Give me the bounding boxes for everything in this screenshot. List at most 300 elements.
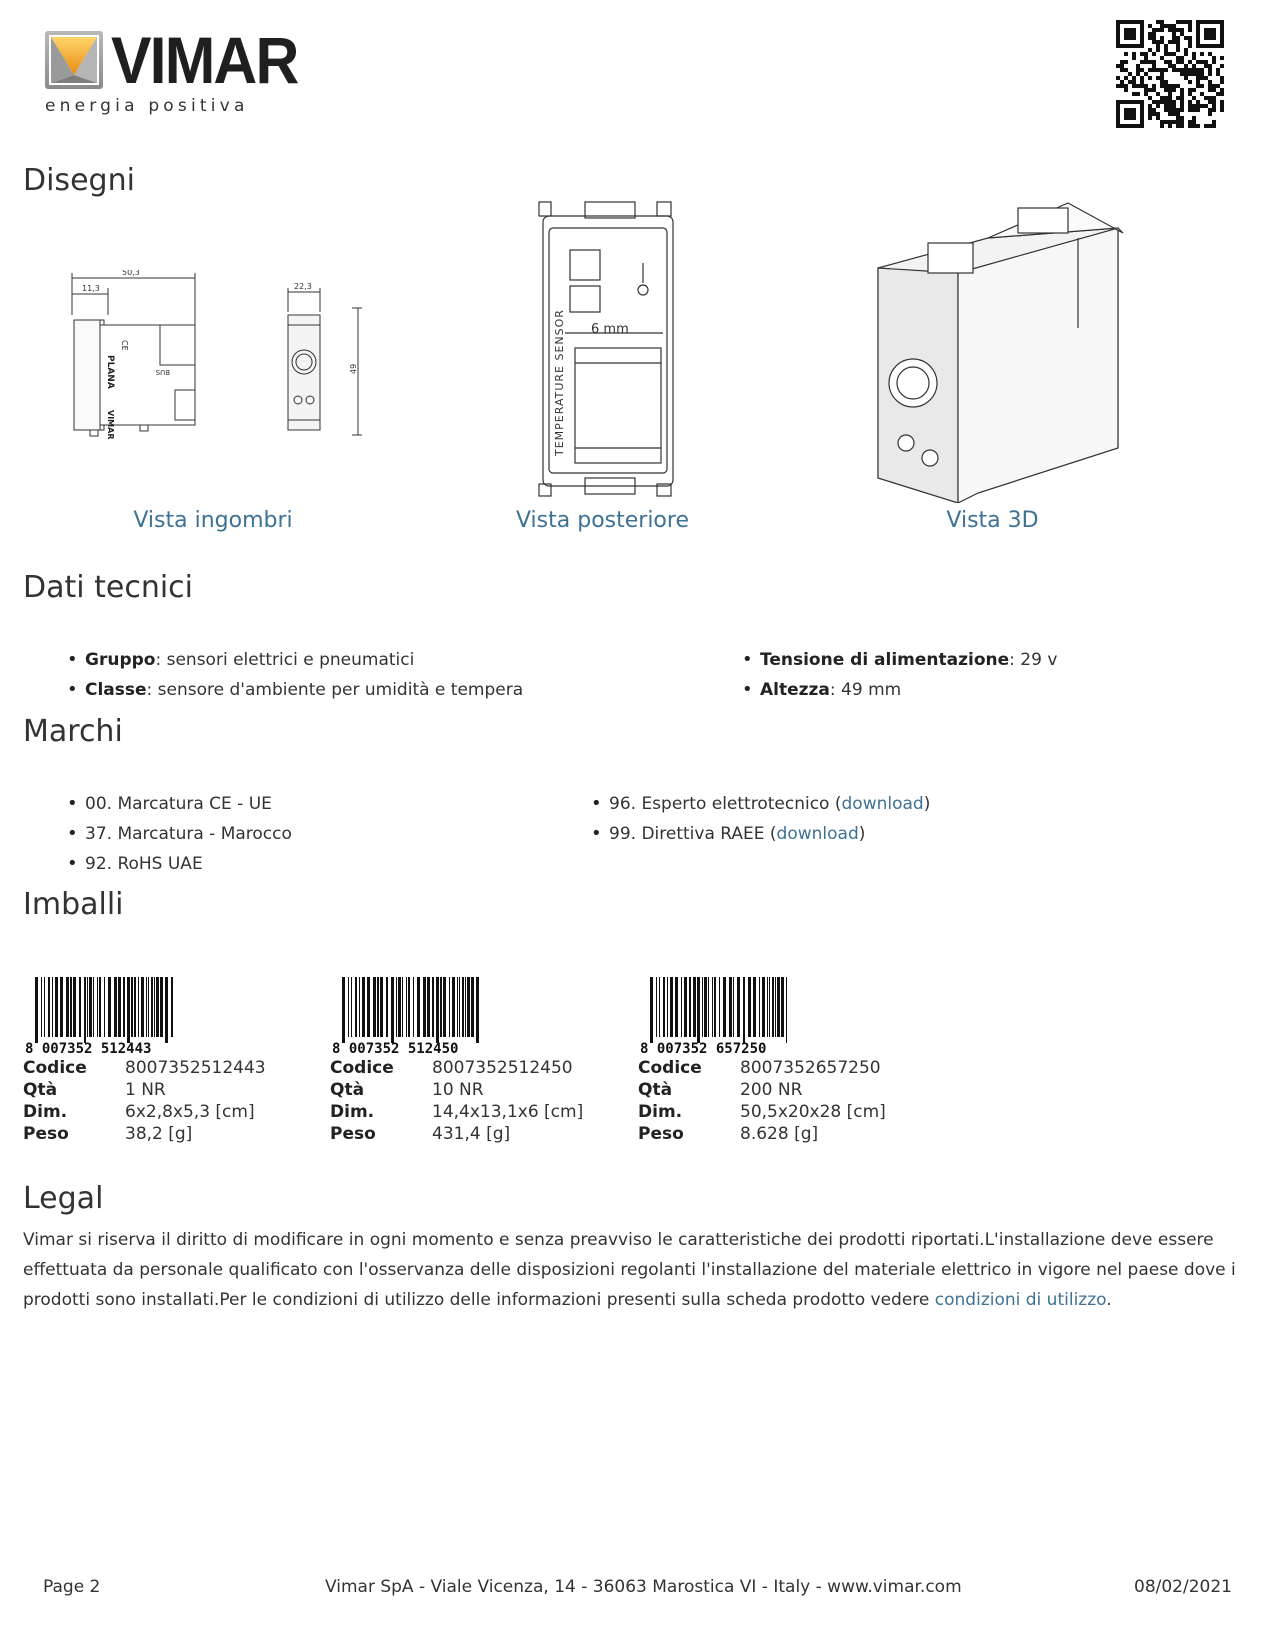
qr-module	[1160, 80, 1164, 84]
qr-module	[1128, 116, 1132, 120]
barcode-bar	[471, 977, 474, 1037]
qr-module	[1152, 28, 1156, 32]
qr-module	[1212, 28, 1216, 32]
qr-module	[1124, 20, 1128, 24]
barcode-bar	[467, 977, 470, 1037]
download-link[interactable]: download	[776, 824, 859, 844]
qr-module	[1164, 88, 1168, 92]
barcode-bar	[772, 977, 774, 1037]
qr-module	[1180, 68, 1184, 72]
barcode-bar	[342, 977, 345, 1043]
qr-module	[1192, 116, 1196, 120]
qr-module	[1116, 20, 1120, 24]
qr-module	[1188, 20, 1192, 24]
qr-module	[1220, 44, 1224, 48]
barcode-bar	[41, 977, 42, 1037]
qr-module	[1204, 76, 1208, 80]
qr-module	[1220, 108, 1224, 112]
dati-tecnici-list-right	[760, 645, 1057, 705]
svg-text:8 007352 512443: 8 007352 512443	[25, 1041, 152, 1055]
qr-module	[1172, 100, 1176, 104]
qr-module	[1208, 28, 1212, 32]
barcode-bar	[714, 977, 716, 1037]
marchi-list-left	[85, 789, 292, 879]
qr-module	[1132, 32, 1136, 36]
qr-module	[1176, 120, 1180, 124]
qr-module	[1192, 108, 1196, 112]
qr-module	[1208, 52, 1212, 56]
conditions-link[interactable]: condizioni di utilizzo	[934, 1290, 1107, 1310]
qr-module	[1172, 32, 1176, 36]
qr-module	[1184, 64, 1188, 68]
pack-card	[23, 975, 303, 1145]
qr-module	[1132, 52, 1136, 56]
qr-module	[1168, 40, 1172, 44]
qr-module	[1160, 56, 1164, 60]
pack-weight: 431,4 [g]	[432, 1124, 511, 1144]
barcode	[23, 975, 183, 1055]
qr-module	[1140, 80, 1144, 84]
qr-module	[1180, 104, 1184, 108]
qr-module	[1192, 124, 1196, 128]
qr-module	[1208, 72, 1212, 76]
qr-module	[1148, 48, 1152, 52]
dim-label-width-total: 50,3	[122, 270, 140, 277]
qr-module	[1196, 84, 1200, 88]
qr-module	[1124, 44, 1128, 48]
qr-module	[1164, 108, 1168, 112]
qr-module	[1160, 76, 1164, 80]
barcode-bar	[359, 977, 360, 1037]
qr-module	[1168, 24, 1172, 28]
qr-module	[1152, 32, 1156, 36]
qr-module	[1132, 124, 1136, 128]
spec-classe: • Classe: sensore d'ambiente per umidità e tempera	[85, 675, 523, 705]
barcode-bar	[52, 977, 53, 1037]
qr-module	[1220, 56, 1224, 60]
qr-module	[1156, 20, 1160, 24]
marchio-item: • 37. Marcatura - Marocco	[85, 819, 292, 849]
qr-module	[1212, 56, 1216, 60]
qr-module	[1140, 120, 1144, 124]
barcode-bar	[386, 977, 388, 1037]
qr-module	[1140, 76, 1144, 80]
qr-module	[1164, 120, 1168, 124]
qr-module	[1184, 72, 1188, 76]
qr-module	[1220, 64, 1224, 68]
qr-module	[1140, 84, 1144, 88]
qr-module	[1184, 48, 1188, 52]
dim-label-height: 49	[349, 363, 358, 374]
qr-module	[1212, 84, 1216, 88]
qr-module	[1156, 104, 1160, 108]
qr-module	[1160, 28, 1164, 32]
marchi-list-right	[609, 789, 930, 849]
qr-module	[1168, 96, 1172, 100]
qr-module	[1132, 112, 1136, 116]
barcode	[330, 975, 490, 1055]
barcode-bar	[348, 977, 349, 1037]
qr-module	[1116, 84, 1120, 88]
qr-module	[1180, 20, 1184, 24]
qr-module	[1212, 60, 1216, 64]
qr-module	[1140, 116, 1144, 120]
svg-text:8 007352 512450: 8 007352 512450	[332, 1041, 459, 1055]
qr-module	[1220, 32, 1224, 36]
qr-module	[1220, 36, 1224, 40]
qr-module	[1176, 20, 1180, 24]
qr-module	[1200, 76, 1204, 80]
qr-module	[1160, 72, 1164, 76]
qr-module	[1172, 84, 1176, 88]
section-title-legal: Legal	[23, 1181, 104, 1216]
qr-module	[1180, 120, 1184, 124]
qr-module	[1152, 60, 1156, 64]
barcode-bar	[165, 977, 168, 1043]
qr-module	[1164, 60, 1168, 64]
qr-module	[1116, 104, 1120, 108]
qr-module	[1124, 60, 1128, 64]
qr-module	[1196, 20, 1200, 24]
qr-module	[1180, 124, 1184, 128]
qr-module	[1220, 40, 1224, 44]
qr-module	[1144, 52, 1148, 56]
barcode-bar	[762, 977, 765, 1037]
qr-module	[1176, 116, 1180, 120]
qr-module	[1172, 24, 1176, 28]
barcode-bar	[729, 977, 732, 1037]
qr-module	[1184, 52, 1188, 56]
qr-module	[1216, 84, 1220, 88]
qr-module	[1176, 44, 1180, 48]
qr-module	[1148, 96, 1152, 100]
barcode-bar	[684, 977, 687, 1037]
qr-module	[1196, 100, 1200, 104]
qr-module	[1196, 36, 1200, 40]
qr-module	[1156, 92, 1160, 96]
qr-module	[1184, 68, 1188, 72]
barcode-bar	[396, 977, 397, 1037]
qr-module	[1180, 88, 1184, 92]
qr-module	[1220, 24, 1224, 28]
qr-module	[1212, 124, 1216, 128]
qr-module	[1180, 28, 1184, 32]
pack-qty: 10 NR	[432, 1080, 484, 1100]
barcode-bar	[693, 977, 696, 1037]
barcode-bar	[134, 977, 136, 1037]
qr-module	[1160, 96, 1164, 100]
qr-module	[1200, 84, 1204, 88]
barcode-bar	[659, 977, 660, 1037]
barcode-bar	[89, 977, 92, 1037]
qr-module	[1180, 72, 1184, 76]
qr-module	[1140, 20, 1144, 24]
pack-card	[330, 975, 610, 1145]
qr-module	[1208, 108, 1212, 112]
qr-module	[1176, 36, 1180, 40]
barcode-bar	[427, 977, 430, 1037]
qr-module	[1116, 120, 1120, 124]
qr-module	[1148, 24, 1152, 28]
barcode-bar	[48, 977, 50, 1037]
qr-module	[1172, 120, 1176, 124]
qr-module	[1172, 28, 1176, 32]
qr-module	[1140, 112, 1144, 116]
qr-module	[1116, 44, 1120, 48]
qr-module	[1128, 108, 1132, 112]
qr-module	[1188, 108, 1192, 112]
pack-code: 8007352512450	[432, 1058, 573, 1078]
qr-module	[1128, 32, 1132, 36]
qr-module	[1136, 44, 1140, 48]
qr-module	[1192, 88, 1196, 92]
barcode-bar	[79, 977, 81, 1037]
qr-module	[1192, 104, 1196, 108]
qr-module	[1116, 100, 1120, 104]
qr-module	[1164, 68, 1168, 72]
section-title-disegni: Disegni	[23, 163, 135, 198]
barcode-bar	[452, 977, 455, 1037]
qr-module	[1148, 76, 1152, 80]
qr-module	[1208, 20, 1212, 24]
qr-module	[1148, 68, 1152, 72]
footer-address: Vimar SpA - Viale Vicenza, 14 - 36063 Marostica VI - Italy - www.vimar.com	[325, 1577, 962, 1597]
qr-module	[1136, 64, 1140, 68]
qr-module	[1160, 124, 1164, 128]
qr-module	[1116, 64, 1120, 68]
qr-module	[1208, 44, 1212, 48]
dim-label-width-partial: 11,3	[82, 284, 100, 293]
qr-module	[1168, 88, 1172, 92]
qr-module	[1152, 84, 1156, 88]
barcode-bar	[84, 977, 86, 1043]
qr-module	[1196, 24, 1200, 28]
qr-module	[1164, 24, 1168, 28]
qr-module	[1120, 124, 1124, 128]
qr-module	[1152, 88, 1156, 92]
spec-gruppo: • Gruppo: sensori elettrici e pneumatici	[85, 645, 523, 675]
barcode-bar	[97, 977, 98, 1037]
qr-module	[1120, 84, 1124, 88]
section-title-imballi: Imballi	[23, 887, 124, 922]
barcode-bar	[737, 977, 740, 1037]
qr-module	[1176, 28, 1180, 32]
qr-module	[1180, 116, 1184, 120]
barcode-bar	[156, 977, 159, 1037]
barcode-bar	[432, 977, 434, 1037]
vimar-logo	[45, 23, 298, 124]
barcode-bar	[702, 977, 703, 1037]
drawing-sensor-text: TEMPERATURE SENSOR	[553, 309, 566, 456]
qr-module	[1156, 116, 1160, 120]
qr-module	[1204, 28, 1208, 32]
drawing-product-name: PLANA	[105, 355, 115, 389]
qr-module	[1156, 48, 1160, 52]
qr-module	[1164, 96, 1168, 100]
qr-module	[1188, 68, 1192, 72]
qr-module	[1212, 20, 1216, 24]
qr-module	[1168, 112, 1172, 116]
drawing-brand-label: VIMAR	[106, 410, 115, 440]
qr-module	[1208, 84, 1212, 88]
barcode-bar	[413, 977, 414, 1037]
barcode-bar	[351, 977, 352, 1037]
qr-module	[1212, 120, 1216, 124]
qr-module	[1208, 88, 1212, 92]
qr-module	[1172, 108, 1176, 112]
qr-module	[1148, 60, 1152, 64]
qr-module	[1168, 104, 1172, 108]
barcode	[638, 975, 798, 1055]
qr-module	[1116, 40, 1120, 44]
qr-module	[1180, 60, 1184, 64]
qr-module	[1188, 92, 1192, 96]
barcode-bar	[767, 977, 768, 1037]
qr-module	[1196, 108, 1200, 112]
barcode-bar	[457, 977, 458, 1037]
qr-module	[1204, 104, 1208, 108]
qr-module	[1176, 48, 1180, 52]
qr-module	[1124, 84, 1128, 88]
qr-module	[1168, 60, 1172, 64]
qr-module	[1172, 40, 1176, 44]
footer-date: 08/02/2021	[1134, 1577, 1232, 1597]
qr-module	[1148, 112, 1152, 116]
qr-module	[1164, 100, 1168, 104]
barcode-bar	[675, 977, 678, 1037]
qr-module	[1188, 88, 1192, 92]
qr-module	[1124, 68, 1128, 72]
qr-module	[1124, 100, 1128, 104]
barcode-bar	[93, 977, 94, 1037]
barcode-bar	[459, 977, 460, 1037]
qr-module	[1144, 60, 1148, 64]
legal-text: Vimar si riserva il diritto di modificare in ogni momento e senza preavviso le caratteristiche dei prodotti riportati.L'installazione deve essere effettuata da personale qualificato con l'osservanza delle disposizioni regolanti l'installazione del materiale elettrico in vigore nel paese dove i prodotti sono installati.Per le condizioni di utilizzo delle informazioni presenti sulla scheda prodotto vedere condizioni di utilizzo.	[23, 1230, 1236, 1310]
qr-module	[1128, 100, 1132, 104]
qr-module	[1140, 124, 1144, 128]
qr-module	[1152, 52, 1156, 56]
qr-module	[1176, 60, 1180, 64]
qr-module	[1156, 28, 1160, 32]
drawing-mark: CE	[120, 340, 129, 351]
qr-module	[1152, 112, 1156, 116]
pack-weight: 38,2 [g]	[125, 1124, 193, 1144]
qr-module	[1124, 88, 1128, 92]
qr-module	[1172, 52, 1176, 56]
footer-page: Page 2	[43, 1577, 101, 1597]
barcode-bar	[440, 977, 442, 1037]
qr-module	[1200, 60, 1204, 64]
qr-module	[1140, 32, 1144, 36]
barcode-bar	[123, 977, 125, 1037]
qr-module	[1188, 104, 1192, 108]
qr-module	[1204, 32, 1208, 36]
qr-module	[1116, 108, 1120, 112]
qr-module	[1200, 104, 1204, 108]
qr-module	[1196, 104, 1200, 108]
qr-module	[1144, 92, 1148, 96]
caption-vista-3d[interactable]: Vista 3D	[946, 508, 1039, 533]
barcode-bar	[786, 977, 787, 1043]
qr-module	[1176, 68, 1180, 72]
barcode-bar	[148, 977, 149, 1037]
barcode-bar	[35, 977, 38, 1043]
qr-module	[1148, 32, 1152, 36]
qr-module	[1192, 68, 1196, 72]
qr-module	[1140, 44, 1144, 48]
qr-module	[1208, 36, 1212, 40]
marchio-item: • 00. Marcatura CE - UE	[85, 789, 292, 819]
qr-module	[1120, 80, 1124, 84]
svg-text:8 007352 657250: 8 007352 657250	[640, 1041, 767, 1055]
barcode-bar	[151, 977, 153, 1037]
pack-code: 8007352512443	[125, 1058, 266, 1078]
qr-module	[1128, 124, 1132, 128]
drawing-bus-label: BUS	[155, 368, 170, 376]
pack-weight: 8.628 [g]	[740, 1124, 819, 1144]
pack-qty: 200 NR	[740, 1080, 803, 1100]
qr-code-icon	[1116, 20, 1224, 128]
qr-module	[1172, 88, 1176, 92]
qr-module	[1208, 124, 1212, 128]
qr-module	[1140, 24, 1144, 28]
qr-module	[1152, 64, 1156, 68]
qr-module	[1200, 52, 1204, 56]
barcode-bar	[663, 977, 665, 1037]
qr-module	[1192, 96, 1196, 100]
brand-name: VIMAR	[111, 23, 298, 97]
qr-module	[1148, 104, 1152, 108]
barcode-bar	[719, 977, 720, 1037]
qr-module	[1208, 100, 1212, 104]
qr-module	[1132, 28, 1136, 32]
qr-module	[1192, 120, 1196, 124]
qr-module	[1180, 96, 1184, 100]
qr-module	[1128, 44, 1132, 48]
qr-module	[1212, 104, 1216, 108]
qr-module	[1124, 32, 1128, 36]
qr-module	[1180, 92, 1184, 96]
qr-module	[1160, 120, 1164, 124]
qr-module	[1168, 108, 1172, 112]
barcode-bar	[443, 977, 446, 1037]
download-link[interactable]: download	[841, 794, 924, 814]
qr-module	[1220, 88, 1224, 92]
qr-module	[1124, 52, 1128, 56]
barcode-bar	[127, 977, 130, 1043]
qr-module	[1196, 76, 1200, 80]
qr-module	[1196, 72, 1200, 76]
qr-module	[1160, 24, 1164, 28]
qr-module	[1220, 76, 1224, 80]
qr-module	[1168, 124, 1172, 128]
qr-module	[1152, 40, 1156, 44]
section-title-dati-tecnici: Dati tecnici	[23, 570, 194, 605]
barcode-bar	[712, 977, 713, 1037]
qr-module	[1128, 28, 1132, 32]
qr-module	[1220, 28, 1224, 32]
barcode-bar	[436, 977, 439, 1043]
qr-module	[1196, 44, 1200, 48]
qr-module	[1212, 44, 1216, 48]
qr-module	[1152, 100, 1156, 104]
qr-module	[1116, 76, 1120, 80]
qr-module	[1160, 20, 1164, 24]
caption-vista-posteriore[interactable]: Vista posteriore	[515, 508, 689, 533]
caption-vista-ingombri[interactable]: Vista ingombri	[133, 508, 293, 533]
qr-module	[1180, 108, 1184, 112]
qr-module	[1136, 84, 1140, 88]
